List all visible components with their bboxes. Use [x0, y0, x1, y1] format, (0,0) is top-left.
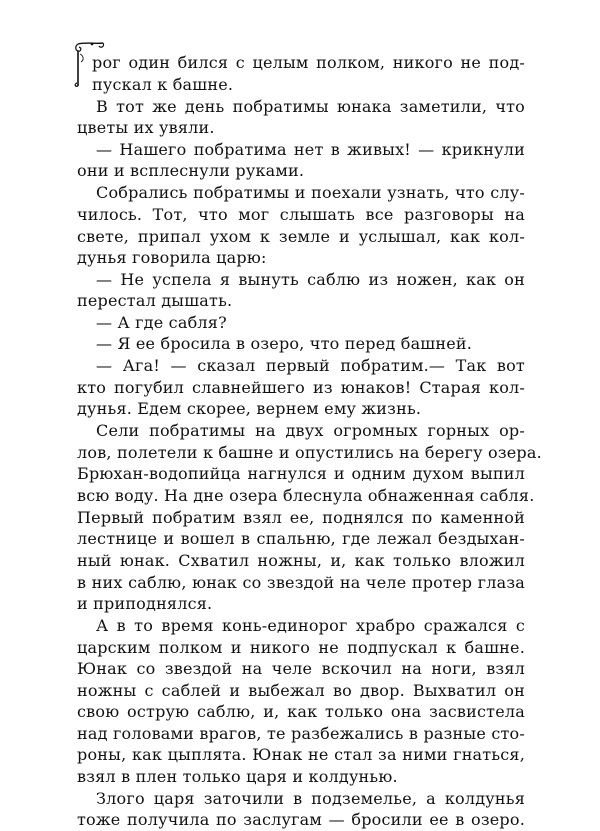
text-line: перестал дышать. [77, 291, 233, 310]
text-line: пускал к башне. [92, 75, 234, 94]
text-line: они и всплеснули руками. [77, 161, 305, 180]
text-line: лестнице и вошел в спальню, где лежал бездыхан- [77, 529, 525, 548]
text-line: дунья. Едем скорее, вернем ему жизнь. [77, 399, 422, 418]
text-line: тоже получила по заслугам — бросили ее в озеро. [77, 810, 525, 829]
text-line: и приподнялся. [77, 594, 213, 613]
text-line: взял в плен только царя и колдунью. [77, 767, 398, 786]
text-line: роны, как цыплята. Юнак не стал за ними гнаться, [77, 745, 525, 764]
text-line: Брюхан-водопийца нагнулся и одним духом выпил [77, 464, 525, 483]
paragraph-start: — А где сабля? [96, 313, 227, 332]
text-line: свою острую саблю, и, как только она засвистела [77, 702, 525, 721]
text-line: кто погубил славнейшего из юнаков! Старая кол- [77, 378, 525, 397]
paragraph-start: Собрались побратимы и поехали узнать, что слу- [96, 183, 525, 202]
text-line: Первый побратим взял ее, поднялся по каменной [77, 508, 525, 527]
text-line: цветы их увяли. [77, 118, 215, 137]
paragraph-start: — Не успела я вынуть саблю из ножен, как он [96, 270, 525, 289]
paragraph-start: — Ага! — сказал первый побратим.— Так вот [96, 356, 525, 375]
paragraph-start: Сели побратимы на двух огромных горных ор- [96, 421, 525, 440]
text-line: дунья говорила царю: [77, 248, 267, 267]
text-line: лов, полетели к башне и опустились на берегу озера. [77, 443, 542, 462]
text-line: ножны с саблей и выбежал во двор. Выхватил он [77, 681, 525, 700]
text-line: царским полком и никого не подпускал к башне. [77, 638, 525, 657]
paragraph-start: — Нашего побратима нет в живых! — крикнули [96, 140, 525, 159]
text-line: рог один бился с целым полком, никого не под- [92, 53, 525, 72]
paragraph-start: — Я ее бросила в озеро, что перед башней. [96, 334, 473, 353]
paragraph-start: А в то время конь-единорог храбро сражался с [96, 616, 525, 635]
text-line: свете, припал ухом к земле и услышал, как кол- [77, 227, 525, 246]
text-line: над головами врагов, те разбежались в разные сто- [77, 724, 525, 743]
paragraph-start: В тот же день побратимы юнака заметили, что [96, 97, 525, 116]
text-line: чилось. Тот, что мог слышать все разговоры на [77, 205, 525, 224]
paragraph-start: Злого царя заточили в подземелье, а колдунья [96, 789, 525, 808]
text-line: Юнак со звездой на челе вскочил на ноги, взял [77, 659, 525, 678]
text-line: в них саблю, юнак со звездой на челе протер глаза [77, 573, 525, 592]
text-line: всю воду. На дне озера блеснула обнаженная сабля. [77, 486, 535, 505]
text-line: ный юнак. Схватил ножны, и, как только вложил [77, 551, 525, 570]
